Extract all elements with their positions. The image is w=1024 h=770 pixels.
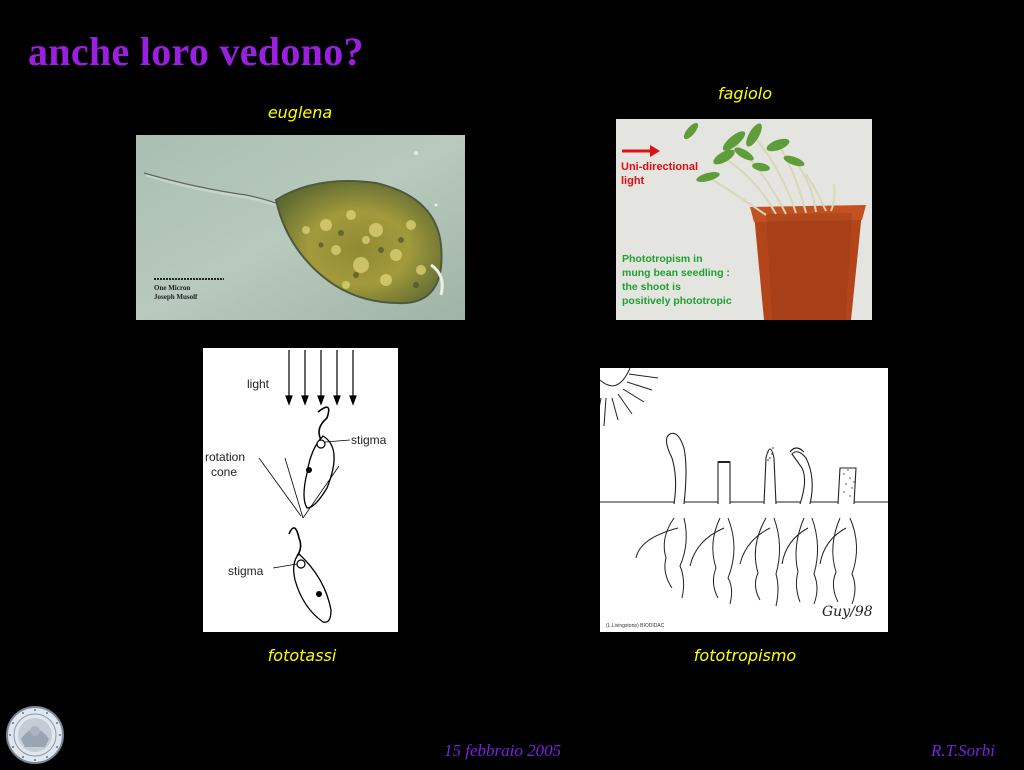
bean-light-label-line1: Uni-directional — [621, 161, 699, 173]
caption-fagiolo: fagiolo — [717, 84, 773, 103]
drawing-credit: (L.Livingstone) BIODIDAC — [606, 623, 665, 629]
label-rotation-line2: cone — [211, 465, 238, 479]
drawing-signature: Guy/98 — [822, 604, 873, 620]
bean-seedling-photo — [616, 119, 872, 320]
euglena-credit-line2: Joseph Musolf — [154, 293, 198, 301]
phototropism-drawing — [600, 368, 888, 632]
label-stigma-top: stigma — [351, 433, 387, 447]
label-stigma-bottom: stigma — [228, 564, 264, 578]
bean-note-line2: mung bean seedling : — [622, 267, 730, 279]
caption-fototropismo: fototropismo — [693, 646, 797, 665]
slide-title: anche loro vedono? — [28, 29, 364, 74]
bean-note-line4: positively phototropic — [622, 295, 732, 307]
bean-note-line3: the shoot is — [622, 281, 681, 293]
footer-author: R.T.Sorbi — [931, 741, 995, 760]
bean-note-line1: Phototropism in — [622, 253, 703, 265]
footer-date: 15 febbraio 2005 — [444, 741, 562, 760]
university-seal — [5, 705, 65, 765]
label-rotation-line1: rotation — [205, 450, 246, 464]
euglena-credit-line1: One Micron — [154, 284, 191, 292]
caption-fototassi: fototassi — [267, 646, 337, 665]
phototaxis-diagram — [203, 348, 398, 632]
euglena-micrograph — [136, 135, 465, 320]
caption-euglena: euglena — [267, 103, 333, 122]
label-light: light — [247, 377, 270, 391]
bean-light-label-line2: light — [621, 175, 645, 187]
sun-icon — [600, 368, 658, 426]
